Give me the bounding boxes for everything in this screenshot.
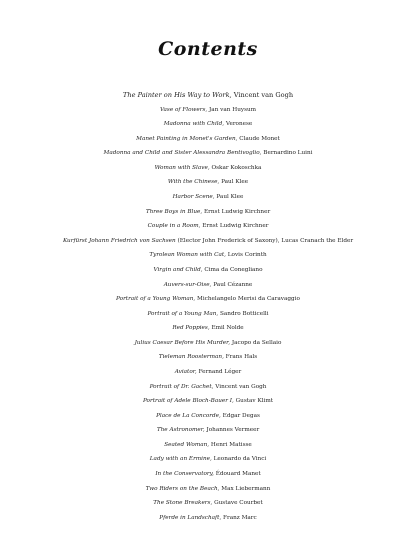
contents-entry: [0, 438, 416, 453]
artist-name: Henri Matisse: [209, 441, 252, 448]
artist-name: Vincent van Gogh: [213, 383, 267, 390]
artist-name: Ernst Ludwig Kirchner: [200, 223, 269, 230]
contents-entry: [0, 423, 416, 438]
artwork-title: Manet Painting in Monet's Garden,: [136, 135, 238, 142]
artwork-title: Harbor Scene,: [172, 194, 215, 201]
artwork-title: In the Conservatory,: [155, 471, 214, 478]
page-title: Contents: [158, 38, 258, 60]
artwork-title: Aviator,: [174, 368, 197, 375]
artwork-title: Woman with Slave,: [154, 164, 210, 171]
contents-entry: [0, 248, 416, 263]
artwork-title: Red Poppies,: [172, 325, 210, 332]
contents-entry: [0, 496, 416, 511]
artist-name: Claude Monet: [237, 135, 280, 142]
artwork-title: Julius Caesar Before His Murder,: [134, 339, 231, 346]
artist-name: Cima da Conegliano: [202, 266, 263, 273]
contents-entry: [0, 380, 416, 395]
artwork-title: The Stone Breakers,: [153, 500, 213, 507]
contents-entry: [0, 117, 416, 132]
artist-name: Fernand Léger: [196, 368, 242, 375]
artwork-title: Madonna and Child and Sister Alessandra Bentivoglio,: [103, 150, 262, 157]
contents-entry: [0, 190, 416, 205]
artwork-title: Pferde in Landschaft,: [159, 514, 222, 521]
artwork-title: Seated Woman,: [164, 441, 210, 448]
contents-entry: [0, 482, 416, 497]
contents-entry: [0, 467, 416, 482]
contents-entry: [0, 146, 416, 161]
artist-name: Paul Klee: [219, 179, 249, 186]
contents-entry: [0, 452, 416, 467]
artist-name: Gustave Courbet: [212, 500, 263, 507]
artwork-title: Two Riders on the Beach,: [145, 485, 220, 492]
artwork-title: Kurfürst Johann Friedrich von Sachsen: [62, 237, 176, 244]
artwork-title: Portrait of Dr. Gachet,: [149, 383, 214, 390]
artwork-title: Place de La Concorde,: [156, 412, 221, 419]
artist-name: Jan van Huysum: [207, 106, 257, 113]
artist-name: Bernardino Luini: [261, 150, 313, 157]
artist-name: Johannes Vermeer: [204, 427, 260, 434]
artist-name: Lovis Corinth: [225, 252, 267, 259]
artwork-title: Vase of Flowers,: [159, 106, 208, 113]
artwork-title: Virgin and Child,: [153, 266, 203, 273]
contents-entry: [0, 88, 416, 103]
contents-entry: [0, 321, 416, 336]
artwork-title: Portrait of a Young Woman,: [116, 296, 196, 303]
artist-name: Gustav Klimt: [233, 398, 274, 405]
contents-entry: [0, 278, 416, 293]
artwork-title: The Astronomer,: [156, 427, 205, 434]
contents-entry: [0, 350, 416, 365]
artwork-title: Couple in a Room,: [147, 223, 201, 230]
artist-name: Paul Klee: [214, 194, 244, 201]
artist-name: Max Liebermann: [219, 485, 271, 492]
artist-name: (Elector John Frederick of Saxony), Lucas Cranach the Elder: [175, 237, 354, 244]
artist-name: Leonardo da Vinci: [211, 456, 267, 463]
contents-list: [0, 88, 416, 525]
artist-name: Oskar Kokoschka: [209, 164, 262, 171]
contents-entry: [0, 219, 416, 234]
contents-entry: [0, 336, 416, 351]
artist-name: Vincent van Gogh: [231, 91, 294, 99]
artwork-title: Three Boys in Blue,: [145, 208, 203, 215]
artist-name: Michelangelo Merisi da Caravaggio: [195, 296, 300, 303]
artwork-title: Tieleman Roosterman,: [158, 354, 224, 361]
contents-entry: [0, 205, 416, 220]
contents-entry: [0, 365, 416, 380]
artwork-title: Auvers-sur-Oise,: [163, 281, 212, 288]
artwork-title: Lady with an Ermine,: [149, 456, 212, 463]
artwork-title: The Painter on His Way to Work,: [122, 91, 232, 99]
contents-entry: [0, 161, 416, 176]
contents-entry: [0, 103, 416, 118]
contents-entry: [0, 263, 416, 278]
artist-name: Veronese: [224, 121, 253, 128]
artist-name: Emil Nolde: [209, 325, 244, 332]
contents-entry: [0, 175, 416, 190]
contents-entry: [0, 511, 416, 526]
artwork-title: Madonna with Child,: [163, 121, 225, 128]
artist-name: Franz Marc: [221, 514, 257, 521]
artwork-title: Portrait of Adele Bloch-Bauer I,: [142, 398, 234, 405]
artwork-title: Portrait of a Young Man,: [147, 310, 219, 317]
artist-name: Jacopo da Sellaio: [230, 339, 282, 346]
artwork-title: Tyrolean Woman with Cat,: [149, 252, 226, 259]
artist-name: Édouard Manet: [213, 471, 261, 478]
artwork-title: With the Chinese,: [167, 179, 220, 186]
contents-entry: [0, 234, 416, 249]
contents-entry: [0, 132, 416, 147]
artist-name: Paul Cézanne: [211, 281, 253, 288]
artist-name: Frans Hals: [223, 354, 258, 361]
contents-entry: [0, 307, 416, 322]
contents-entry: [0, 394, 416, 409]
artist-name: Edgar Degas: [220, 412, 260, 419]
artist-name: Ernst Ludwig Kirchner: [202, 208, 271, 215]
contents-entry: [0, 292, 416, 307]
contents-entry: [0, 409, 416, 424]
artist-name: Sandro Botticelli: [218, 310, 269, 317]
